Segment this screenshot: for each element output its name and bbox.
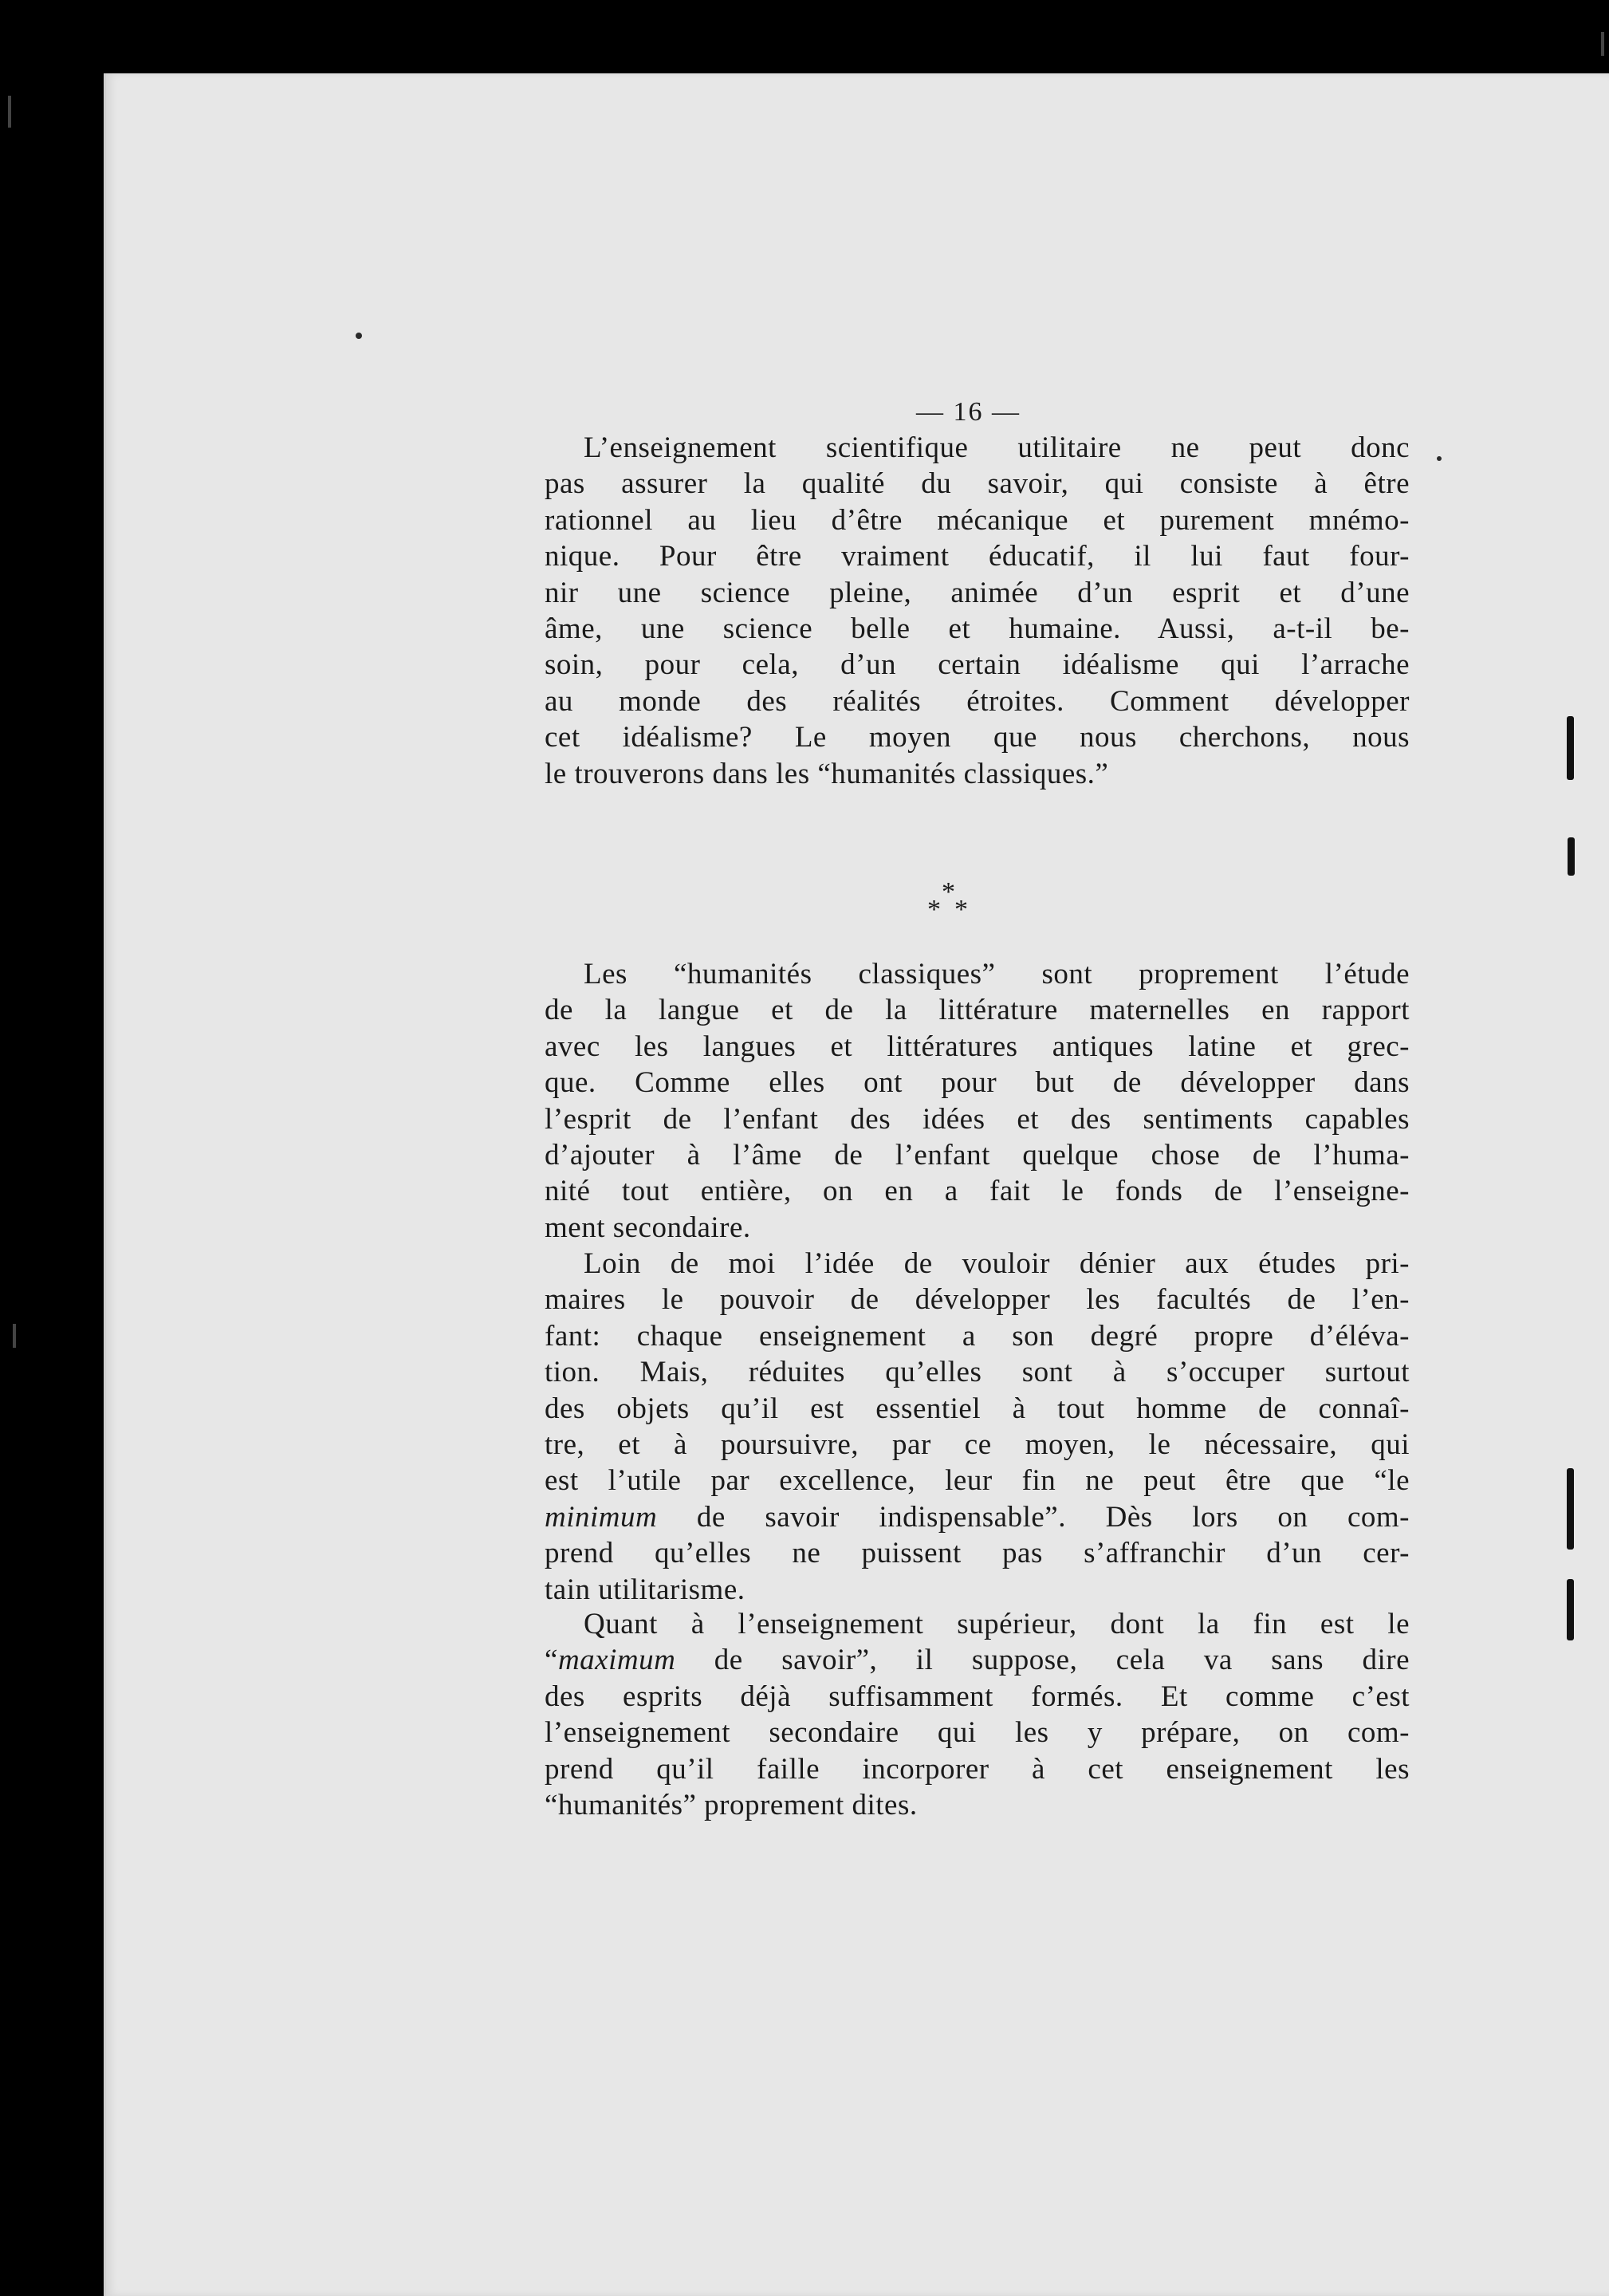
text-line: l’esprit de l’enfant des idées et des sentiments capables bbox=[545, 1102, 1410, 1136]
italic-word: maximum bbox=[557, 1644, 676, 1677]
text-line: âme, une science belle et humaine. Aussi, a-t-il be- bbox=[545, 612, 1410, 646]
text-fragment: “ bbox=[545, 1644, 558, 1677]
text-line: tain utilitarisme. bbox=[545, 1573, 745, 1606]
text-line: ment secondaire. bbox=[545, 1211, 751, 1244]
text-line: nir une science pleine, animée d’un esprit et d’une bbox=[545, 576, 1410, 609]
text-line: prend qu’elles ne puissent pas s’affranchir d’un cer- bbox=[545, 1537, 1410, 1570]
text-line: tre, et à poursuivre, par ce moyen, le nécessaire, qui bbox=[545, 1428, 1410, 1462]
text-line: des objets qu’il est essentiel à tout homme de connaî- bbox=[545, 1392, 1410, 1425]
text-line: cet idéalisme? Le moyen que nous cherchons, nous bbox=[545, 721, 1410, 754]
text-line: L’enseignement scientifique utilitaire ne peut donc bbox=[584, 431, 1410, 464]
text-line bbox=[545, 1642, 1410, 1678]
text-line: Loin de moi l’idée de vouloir dénier aux études pri- bbox=[584, 1247, 1410, 1280]
text-line: nique. Pour être vraiment éducatif, il lui faut four- bbox=[545, 540, 1410, 573]
text-line: que. Comme elles ont pour but de développer dans bbox=[545, 1066, 1410, 1100]
asterisk: * bbox=[954, 895, 969, 924]
text-line: tion. Mais, réduites qu’elles sont à s’occuper surtout bbox=[545, 1356, 1410, 1389]
text-line: des esprits déjà suffisamment formés. Et comme c’est bbox=[545, 1680, 1410, 1713]
text-fragment: de savoir indispensable”. Dès lors on com- bbox=[657, 1500, 1410, 1534]
text-line: l’enseignement secondaire qui les y prépare, on com- bbox=[545, 1716, 1410, 1750]
stray-dot-left bbox=[356, 333, 362, 339]
text-line: maires le pouvoir de développer les facultés de l’en- bbox=[545, 1283, 1410, 1317]
text-line: prend qu’il faille incorporer à cet enseignement les bbox=[545, 1752, 1410, 1786]
asterism-separator bbox=[923, 874, 978, 922]
italic-word: minimum bbox=[545, 1500, 658, 1534]
margin-mark bbox=[1567, 716, 1574, 780]
paragraph-4 bbox=[545, 1606, 1410, 1823]
text-line: pas assurer la qualité du savoir, qui consiste à être bbox=[545, 467, 1410, 501]
scan-edge-speck bbox=[13, 1324, 16, 1348]
text-line: rationnel au lieu d’être mécanique et purement mnémo- bbox=[545, 503, 1410, 537]
asterisk: * bbox=[942, 877, 956, 907]
text-fragment: de savoir”, il suppose, cela va sans dire bbox=[675, 1644, 1410, 1677]
paragraph-2 bbox=[545, 956, 1410, 1246]
scan-edge-speck bbox=[1601, 32, 1604, 56]
scanned-page bbox=[104, 73, 1609, 2296]
text-line: au monde des réalités étroites. Comment développer bbox=[545, 684, 1410, 718]
text-line: soin, pour cela, d’un certain idéalisme qui l’arrache bbox=[545, 648, 1410, 682]
margin-mark bbox=[1567, 1579, 1574, 1640]
page-number: — 16 — bbox=[916, 397, 1021, 427]
asterisk: * bbox=[927, 895, 942, 924]
text-line: d’ajouter à l’âme de l’enfant quelque chose de l’huma- bbox=[545, 1139, 1410, 1172]
scan-edge-speck bbox=[8, 96, 11, 128]
text-line: Quant à l’enseignement supérieur, dont la fin est le bbox=[584, 1608, 1410, 1640]
text-line: nité tout entière, on en a fait le fonds de l’enseigne- bbox=[545, 1175, 1410, 1208]
margin-mark bbox=[1568, 837, 1575, 876]
text-line: le trouverons dans les “humanités classiques.” bbox=[545, 757, 1109, 790]
text-line: avec les langues et littératures antiques latine et grec- bbox=[545, 1030, 1410, 1063]
paragraph-1 bbox=[545, 430, 1410, 792]
margin-mark bbox=[1567, 1468, 1574, 1550]
text-line: de la langue et de la littérature maternelles en rapport bbox=[545, 994, 1410, 1027]
text-line: “humanités” proprement dites. bbox=[545, 1789, 918, 1822]
text-line: est l’utile par excellence, leur fin ne peut être que “le bbox=[545, 1464, 1410, 1498]
stray-dot-right bbox=[1437, 456, 1442, 461]
text-line: Les “humanités classiques” sont proprement l’étude bbox=[584, 958, 1410, 990]
text-line bbox=[545, 1499, 1410, 1535]
paragraph-3 bbox=[545, 1246, 1410, 1608]
text-line: fant: chaque enseignement a son degré propre d’éléva- bbox=[545, 1319, 1410, 1353]
